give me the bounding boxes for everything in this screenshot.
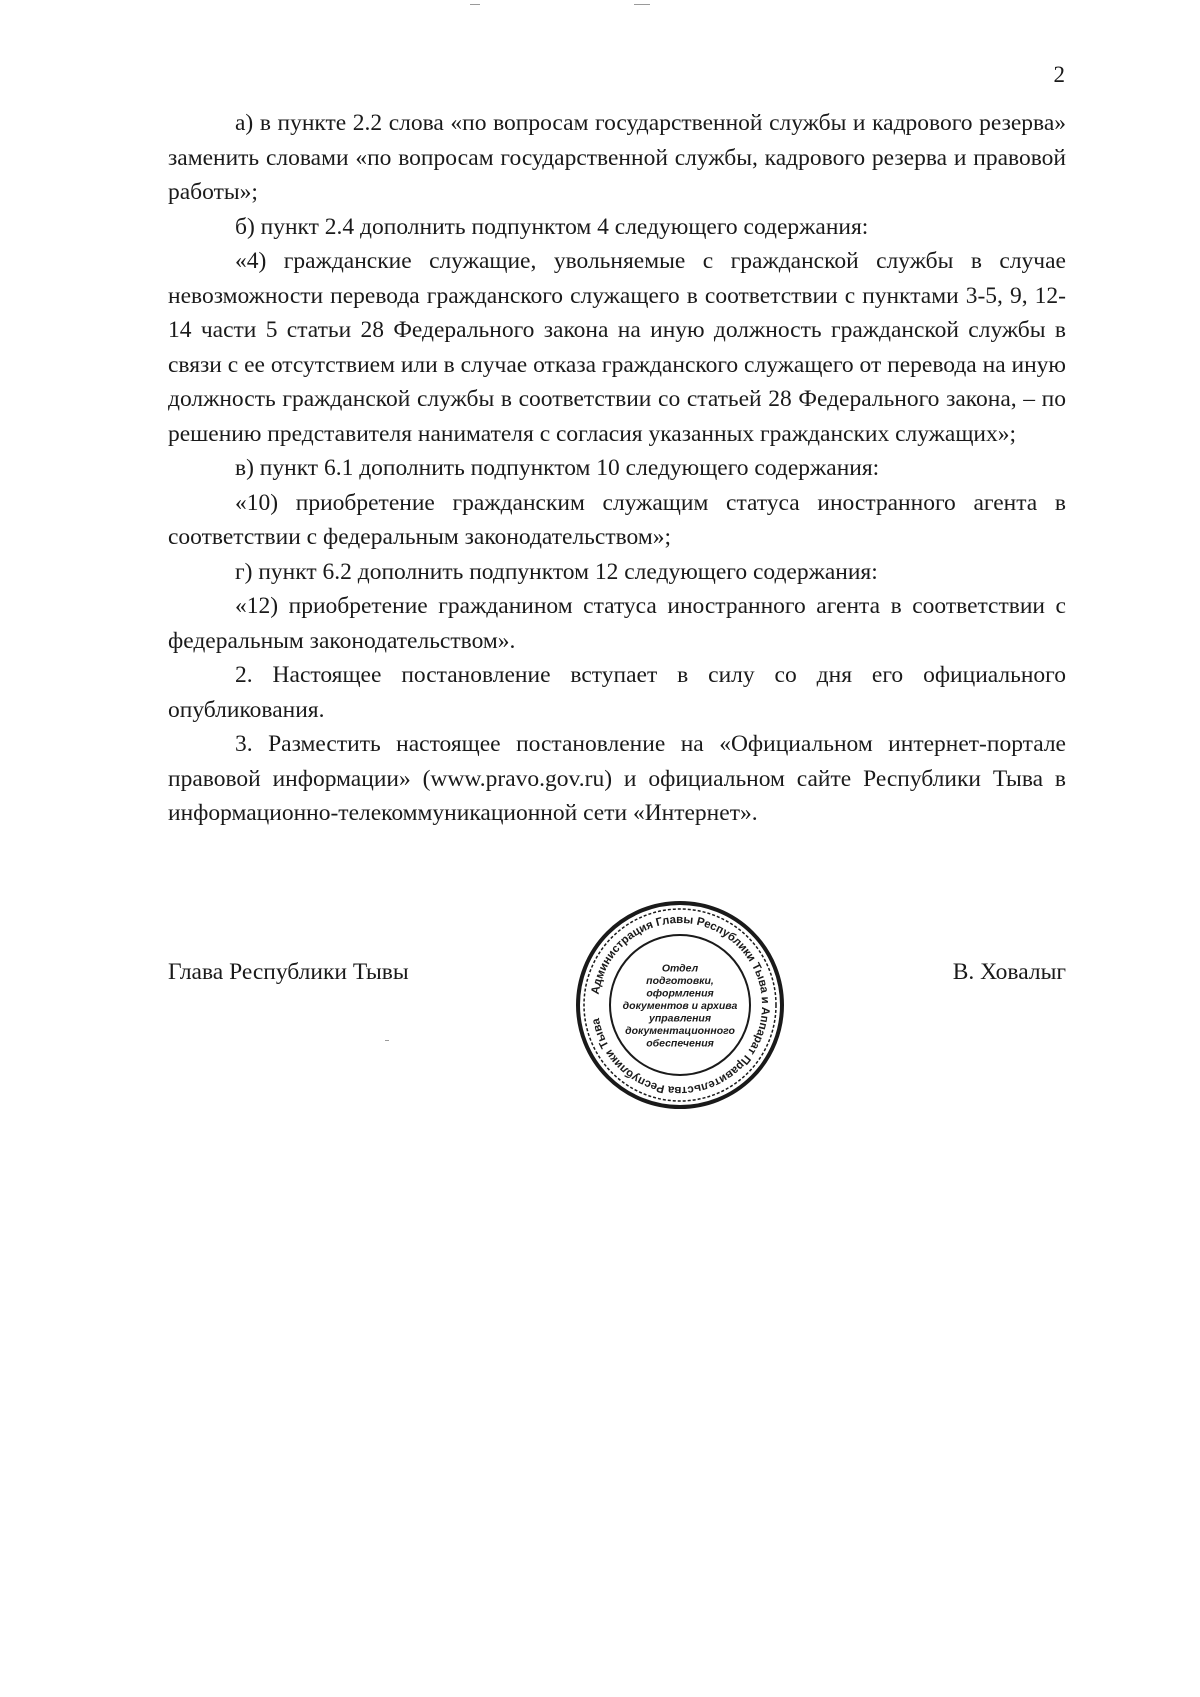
paragraph-g: г) пункт 6.2 дополнить подпунктом 12 следующего содержания: — [235, 558, 878, 585]
signer-position: Глава Республики Тывы — [168, 959, 409, 985]
paragraph-3: 3. Разместить настоящее постановление на «Официальном интернет-портале правовой информации» (www.pravo.gov.ru) и официальном сайте Республики Тыва в информационно-телекоммуникационной сети «Интернет». — [168, 731, 1066, 826]
paragraph-g-quote: «12) приобретение гражданином статуса иностранного агента в соответствии с федеральным законодательством». — [168, 593, 1066, 654]
paragraph-v-quote: «10) приобретение гражданским служащим статуса иностранного агента в соответствии с федеральным законодательством»; — [168, 489, 1066, 550]
official-seal — [575, 900, 785, 1110]
signer-name: В. Ховалыг — [952, 959, 1066, 985]
page-number: 2 — [1053, 62, 1065, 87]
scan-artifact — [634, 4, 650, 5]
seal-inner-line: управления — [648, 1012, 712, 1025]
paragraph-a: а) в пункте 2.2 слова «по вопросам государственной службы и кадрового резерва» заменить словами «по вопросам государственной службы, кадрового резерва и правовой работы»; — [168, 110, 1066, 205]
paragraph-b: б) пункт 2.4 дополнить подпунктом 4 следующего содержания: — [235, 213, 869, 240]
paragraph-v: в) пункт 6.1 дополнить подпунктом 10 следующего содержания: — [235, 455, 880, 481]
paragraph-b-quote: «4) гражданские служащие, увольняемые с гражданской службы в случае невозможности перевода гражданского служащего в соответствии с пунктами 3-5, 9, 12-14 части 5 статьи 28 Федерального закона на иную должность гражданской службы в связи с ее отсутствием или в случае отказа гражданского служащего от перевода на иную должность гражданской службы в соответствии со статьей 28 Федерального закона, – по решению представителя нанимателя с согласия указанных гражданских служащих»; — [168, 248, 1066, 447]
seal-outer-text-path: Администрация Главы Республики Тыва и Аппарат Правительства Республики Тыва — [589, 913, 772, 1097]
seal-graphic — [575, 900, 785, 1110]
seal-inner-line: Отдел — [661, 962, 699, 975]
scan-artifact — [385, 1040, 389, 1041]
seal-inner-line: документов и архива — [622, 1000, 738, 1012]
scan-artifact — [470, 4, 480, 5]
seal-inner-line: оформления — [646, 987, 714, 1000]
seal-inner-line: подготовки, — [646, 975, 714, 987]
paragraph-2: 2. Настоящее постановление вступает в силу со дня его официального опубликования. — [168, 662, 1066, 723]
document-body — [168, 106, 1066, 831]
seal-inner-line: документационного — [625, 1025, 735, 1037]
seal-inner-line: обеспечения — [646, 1037, 714, 1050]
seal-inner-text — [623, 963, 738, 1050]
